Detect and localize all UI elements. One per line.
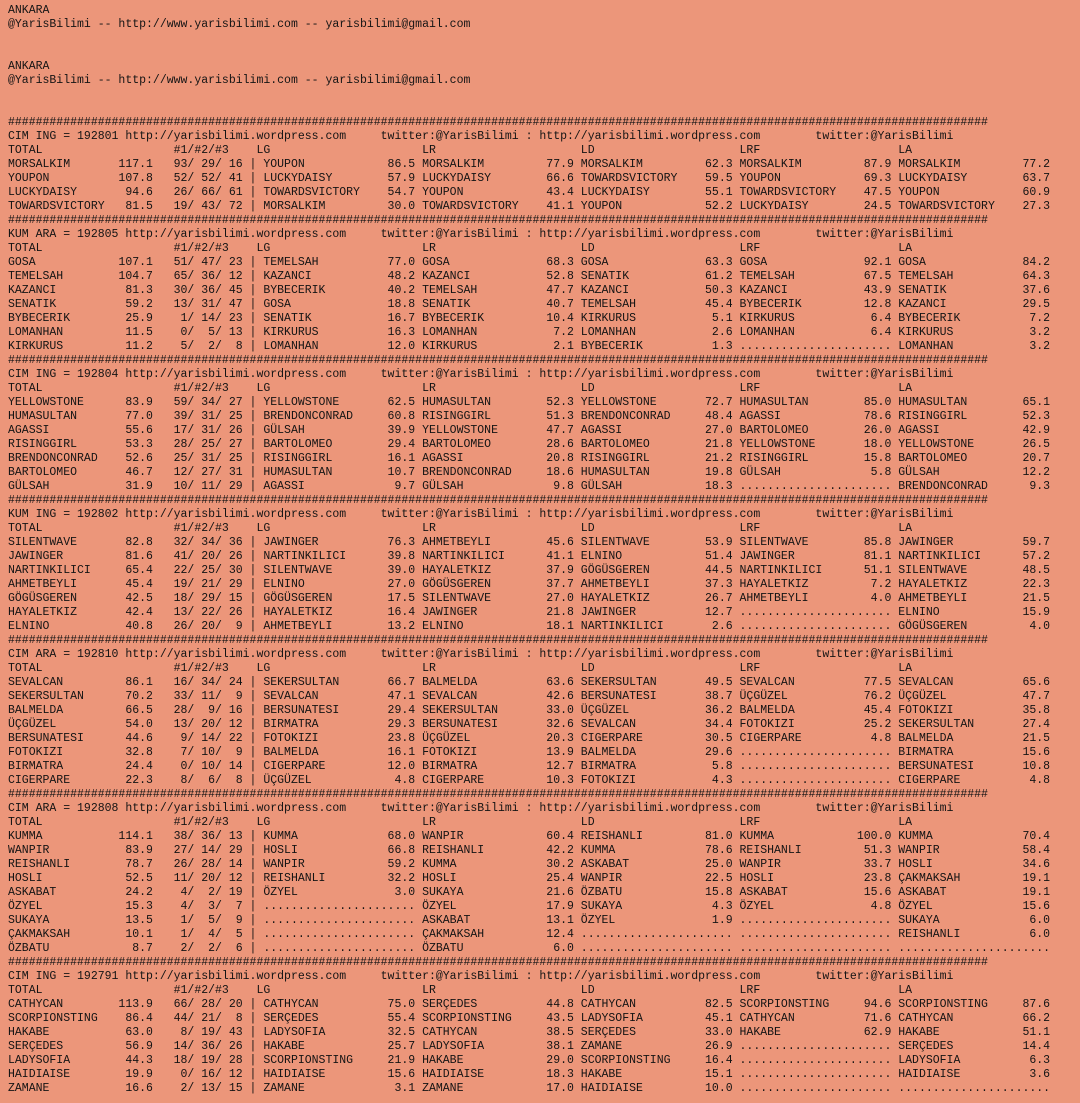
table-row: ÜÇGÜZEL 54.0 13/ 20/ 12 | BIRMATRA 29.3 BERSUNATESI 32.6 SEVALCAN 34.4 FOTOKIZI 25.2 SEKERSULTAN 27.4 (8, 718, 1051, 731)
separator-line: ############################################################################################################################################## (8, 956, 988, 969)
table-row: KAZANCI 81.3 30/ 36/ 45 | BYBECERIK 40.2 TEMELSAH 47.7 KAZANCI 50.3 KAZANCI 43.9 SENATIK 37.6 (8, 284, 1051, 297)
column-header: TOTAL #1/#2/#3 LG LR LD LRF LA (8, 144, 913, 157)
header-contact: @YarisBilimi -- http://www.yarisbilimi.com -- yarisbilimi@gmail.com (8, 18, 471, 31)
table-row: HAKABE 63.0 8/ 19/ 43 | LADYSOFIA 32.5 CATHYCAN 38.5 SERÇEDES 33.0 HAKABE 62.9 HAKABE 51.1 (8, 1026, 1051, 1039)
table-row: AGASSI 55.6 17/ 31/ 26 | GÜLSAH 39.9 YELLOWSTONE 47.7 AGASSI 27.0 BARTOLOMEO 26.0 AGASSI 42.9 (8, 424, 1051, 437)
race-title: CIM ING = 192791 http://yarisbilimi.wordpress.com twitter:@YarisBilimi : http://yarisbilimi.wordpress.com twitter:@YarisBilimi (8, 970, 954, 983)
table-row: ÖZYEL 15.3 4/ 3/ 7 | ...................... ÖZYEL 17.9 SUKAYA 4.3 ÖZYEL 4.8 ÖZYEL 15.6 (8, 900, 1051, 913)
table-row: BERSUNATESI 44.6 9/ 14/ 22 | FOTOKIZI 23.8 ÜÇGÜZEL 20.3 CIGERPARE 30.5 CIGERPARE 4.8 BALMELDA 21.5 (8, 732, 1051, 745)
table-row: KUMMA 114.1 38/ 36/ 13 | KUMMA 68.0 WANPIR 60.4 REISHANLI 81.0 KUMMA 100.0 KUMMA 70.4 (8, 830, 1051, 843)
blank-line (8, 102, 1080, 116)
table-row: MORSALKIM 117.1 93/ 29/ 16 | YOUPON 86.5 MORSALKIM 77.9 MORSALKIM 62.3 MORSALKIM 87.9 MORSALKIM 77.2 (8, 158, 1051, 171)
table-row: BYBECERIK 25.9 1/ 14/ 23 | SENATIK 16.7 BYBECERIK 10.4 KIRKURUS 5.1 KIRKURUS 6.4 BYBECERIK 7.2 (8, 312, 1051, 325)
table-row: BALMELDA 66.5 28/ 9/ 16 | BERSUNATESI 29.4 SEKERSULTAN 33.0 ÜÇGÜZEL 36.2 BALMELDA 45.4 FOTOKIZI 35.8 (8, 704, 1051, 717)
separator-line: ############################################################################################################################################## (8, 214, 988, 227)
table-row: BIRMATRA 24.4 0/ 10/ 14 | CIGERPARE 12.0 BIRMATRA 12.7 BIRMATRA 5.8 ...................... BERSUNATESI 10.8 (8, 760, 1051, 773)
table-row: HAIDIAISE 19.9 0/ 16/ 12 | HAIDIAISE 15.6 HAIDIAISE 18.3 HAKABE 15.1 ...................... HAIDIAISE 3.6 (8, 1068, 1051, 1081)
table-row: YELLOWSTONE 83.9 59/ 34/ 27 | YELLOWSTONE 62.5 HUMASULTAN 52.3 YELLOWSTONE 72.7 HUMASULTAN 85.0 HUMASULTAN 65.1 (8, 396, 1051, 409)
table-row: REISHANLI 78.7 26/ 28/ 14 | WANPIR 59.2 KUMMA 30.2 ASKABAT 25.0 WANPIR 33.7 HOSLI 34.6 (8, 858, 1051, 871)
header-city: ANKARA (8, 4, 50, 17)
table-row: ÖZBATU 8.7 2/ 2/ 6 | ...................... ÖZBATU 6.0 ...................... ...................... ...................... (8, 942, 1051, 955)
race-title: CIM ING = 192804 http://yarisbilimi.wordpress.com twitter:@YarisBilimi : http://yarisbilimi.wordpress.com twitter:@YarisBilimi (8, 368, 954, 381)
table-row: TOWARDSVICTORY 81.5 19/ 43/ 72 | MORSALKIM 30.0 TOWARDSVICTORY 41.1 YOUPON 52.2 LUCKYDAISY 24.5 TOWARDSVICTORY 27.3 (8, 200, 1051, 213)
table-row: KIRKURUS 11.2 5/ 2/ 8 | LOMANHAN 12.0 KIRKURUS 2.1 BYBECERIK 1.3 ...................... LOMANHAN 3.2 (8, 340, 1051, 353)
table-row: HOSLI 52.5 11/ 20/ 12 | REISHANLI 32.2 HOSLI 25.4 WANPIR 22.5 HOSLI 23.8 ÇAKMAKSAH 19.1 (8, 872, 1051, 885)
table-row: ZAMANE 16.6 2/ 13/ 15 | ZAMANE 3.1 ZAMANE 17.0 HAIDIAISE 10.0 ...................... ...................... (8, 1082, 1051, 1095)
column-header: TOTAL #1/#2/#3 LG LR LD LRF LA (8, 984, 913, 997)
race-title: KUM ARA = 192805 http://yarisbilimi.wordpress.com twitter:@YarisBilimi : http://yarisbilimi.wordpress.com twitter:@YarisBilimi (8, 228, 954, 241)
column-header: TOTAL #1/#2/#3 LG LR LD LRF LA (8, 382, 913, 395)
table-row: LOMANHAN 11.5 0/ 5/ 13 | KIRKURUS 16.3 LOMANHAN 7.2 LOMANHAN 2.6 LOMANHAN 6.4 KIRKURUS 3.2 (8, 326, 1051, 339)
table-row: SCORPIONSTING 86.4 44/ 21/ 8 | SERÇEDES 55.4 SCORPIONSTING 43.5 LADYSOFIA 45.1 CATHYCAN 71.6 CATHYCAN 66.2 (8, 1012, 1051, 1025)
table-row: ELNINO 40.8 26/ 20/ 9 | AHMETBEYLI 13.2 ELNINO 18.1 NARTINKILICI 2.6 ...................... GÖGÜSGEREN 4.0 (8, 620, 1051, 633)
race-title: CIM ARA = 192808 http://yarisbilimi.wordpress.com twitter:@YarisBilimi : http://yarisbilimi.wordpress.com twitter:@YarisBilimi (8, 802, 954, 815)
table-row: GÜLSAH 31.9 10/ 11/ 29 | AGASSI 9.7 GÜLSAH 9.8 GÜLSAH 18.3 ...................... BRENDONCONRAD 9.3 (8, 480, 1051, 493)
table-row: LADYSOFIA 44.3 18/ 19/ 28 | SCORPIONSTING 21.9 HAKABE 29.0 SCORPIONSTING 16.4 ...................... LADYSOFIA 6.3 (8, 1054, 1051, 1067)
table-row: LUCKYDAISY 94.6 26/ 66/ 61 | TOWARDSVICTORY 54.7 YOUPON 43.4 LUCKYDAISY 55.1 TOWARDSVICTORY 47.5 YOUPON 60.9 (8, 186, 1051, 199)
table-row: WANPIR 83.9 27/ 14/ 29 | HOSLI 66.8 REISHANLI 42.2 KUMMA 78.6 REISHANLI 51.3 WANPIR 58.4 (8, 844, 1051, 857)
table-row: HAYALETKIZ 42.4 13/ 22/ 26 | HAYALETKIZ 16.4 JAWINGER 21.8 JAWINGER 12.7 ...................... ELNINO 15.9 (8, 606, 1051, 619)
table-row: SILENTWAVE 82.8 32/ 34/ 36 | JAWINGER 76.3 AHMETBEYLI 45.6 SILENTWAVE 53.9 SILENTWAVE 85.8 JAWINGER 59.7 (8, 536, 1051, 549)
table-row: JAWINGER 81.6 41/ 20/ 26 | NARTINKILICI 39.8 NARTINKILICI 41.1 ELNINO 51.4 JAWINGER 81.1 NARTINKILICI 57.2 (8, 550, 1051, 563)
table-row: ASKABAT 24.2 4/ 2/ 19 | ÖZYEL 3.0 SUKAYA 21.6 ÖZBATU 15.8 ASKABAT 15.6 ASKABAT 19.1 (8, 886, 1051, 899)
table-row: AHMETBEYLI 45.4 19/ 21/ 29 | ELNINO 27.0 GÖGÜSGEREN 37.7 AHMETBEYLI 37.3 HAYALETKIZ 7.2 HAYALETKIZ 22.3 (8, 578, 1051, 591)
table-row: NARTINKILICI 65.4 22/ 25/ 30 | SILENTWAVE 39.0 HAYALETKIZ 37.9 GÖGÜSGEREN 44.5 NARTINKILICI 51.1 SILENTWAVE 48.5 (8, 564, 1051, 577)
table-row: ÇAKMAKSAH 10.1 1/ 4/ 5 | ...................... ÇAKMAKSAH 12.4 ...................... ...................... REISHANLI 6.0 (8, 928, 1051, 941)
column-header: TOTAL #1/#2/#3 LG LR LD LRF LA (8, 522, 913, 535)
table-row: BRENDONCONRAD 52.6 25/ 31/ 25 | RISINGGIRL 16.1 AGASSI 20.8 RISINGGIRL 21.2 RISINGGIRL 15.8 BARTOLOMEO 20.7 (8, 452, 1051, 465)
separator-line: ############################################################################################################################################## (8, 116, 988, 129)
blank-line (8, 32, 1080, 46)
table-row: TEMELSAH 104.7 65/ 36/ 12 | KAZANCI 48.2 KAZANCI 52.8 SENATIK 61.2 TEMELSAH 67.5 TEMELSAH 64.3 (8, 270, 1051, 283)
blank-line (8, 88, 1080, 102)
table-row: HUMASULTAN 77.0 39/ 31/ 25 | BRENDONCONRAD 60.8 RISINGGIRL 51.3 BRENDONCONRAD 48.4 AGASSI 78.6 RISINGGIRL 52.3 (8, 410, 1051, 423)
column-header: TOTAL #1/#2/#3 LG LR LD LRF LA (8, 816, 913, 829)
table-row: SENATIK 59.2 13/ 31/ 47 | GOSA 18.8 SENATIK 40.7 TEMELSAH 45.4 BYBECERIK 12.8 KAZANCI 29.5 (8, 298, 1051, 311)
separator-line: ############################################################################################################################################## (8, 494, 988, 507)
table-row: YOUPON 107.8 52/ 52/ 41 | LUCKYDAISY 57.9 LUCKYDAISY 66.6 TOWARDSVICTORY 59.5 YOUPON 69.3 LUCKYDAISY 63.7 (8, 172, 1051, 185)
table-row: CIGERPARE 22.3 8/ 6/ 8 | ÜÇGÜZEL 4.8 CIGERPARE 10.3 FOTOKIZI 4.3 ...................... CIGERPARE 4.8 (8, 774, 1051, 787)
table-row: GÖGÜSGEREN 42.5 18/ 29/ 15 | GÖGÜSGEREN 17.5 SILENTWAVE 27.0 HAYALETKIZ 26.7 AHMETBEYLI 4.0 AHMETBEYLI 21.5 (8, 592, 1051, 605)
header-city: ANKARA (8, 60, 50, 73)
table-row: FOTOKIZI 32.8 7/ 10/ 9 | BALMELDA 16.1 FOTOKIZI 13.9 BALMELDA 29.6 ...................... BIRMATRA 15.6 (8, 746, 1051, 759)
race-title: CIM ING = 192801 http://yarisbilimi.wordpress.com twitter:@YarisBilimi : http://yarisbilimi.wordpress.com twitter:@YarisBilimi (8, 130, 954, 143)
table-row: SUKAYA 13.5 1/ 5/ 9 | ...................... ASKABAT 13.1 ÖZYEL 1.9 ...................... SUKAYA 6.0 (8, 914, 1051, 927)
separator-line: ############################################################################################################################################## (8, 788, 988, 801)
column-header: TOTAL #1/#2/#3 LG LR LD LRF LA (8, 242, 913, 255)
separator-line: ############################################################################################################################################## (8, 634, 988, 647)
race-title: KUM ING = 192802 http://yarisbilimi.wordpress.com twitter:@YarisBilimi : http://yarisbilimi.wordpress.com twitter:@YarisBilimi (8, 508, 954, 521)
table-row: RISINGGIRL 53.3 28/ 25/ 27 | BARTOLOMEO 29.4 BARTOLOMEO 28.6 BARTOLOMEO 21.8 YELLOWSTONE 18.0 YELLOWSTONE 26.5 (8, 438, 1051, 451)
table-row: BARTOLOMEO 46.7 12/ 27/ 31 | HUMASULTAN 10.7 BRENDONCONRAD 18.6 HUMASULTAN 19.8 GÜLSAH 5.8 GÜLSAH 12.2 (8, 466, 1051, 479)
table-row: CATHYCAN 113.9 66/ 28/ 20 | CATHYCAN 75.0 SERÇEDES 44.8 CATHYCAN 82.5 SCORPIONSTING 94.6 SCORPIONSTING 87.6 (8, 998, 1051, 1011)
column-header: TOTAL #1/#2/#3 LG LR LD LRF LA (8, 662, 913, 675)
table-row: SERÇEDES 56.9 14/ 36/ 26 | HAKABE 25.7 LADYSOFIA 38.1 ZAMANE 26.9 ...................... SERÇEDES 14.4 (8, 1040, 1051, 1053)
table-row: SEVALCAN 86.1 16/ 34/ 24 | SEKERSULTAN 66.7 BALMELDA 63.6 SEKERSULTAN 49.5 SEVALCAN 77.5 SEVALCAN 65.6 (8, 676, 1051, 689)
race-title: CIM ARA = 192810 http://yarisbilimi.wordpress.com twitter:@YarisBilimi : http://yarisbilimi.wordpress.com twitter:@YarisBilimi (8, 648, 954, 661)
blank-line (8, 46, 1080, 60)
table-row: SEKERSULTAN 70.2 33/ 11/ 9 | SEVALCAN 47.1 SEVALCAN 42.6 BERSUNATESI 38.7 ÜÇGÜZEL 76.2 ÜÇGÜZEL 47.7 (8, 690, 1051, 703)
header-contact: @YarisBilimi -- http://www.yarisbilimi.com -- yarisbilimi@gmail.com (8, 74, 471, 87)
table-row: GOSA 107.1 51/ 47/ 23 | TEMELSAH 77.0 GOSA 68.3 GOSA 63.3 GOSA 92.1 GOSA 84.2 (8, 256, 1051, 269)
separator-line: ############################################################################################################################################## (8, 354, 988, 367)
